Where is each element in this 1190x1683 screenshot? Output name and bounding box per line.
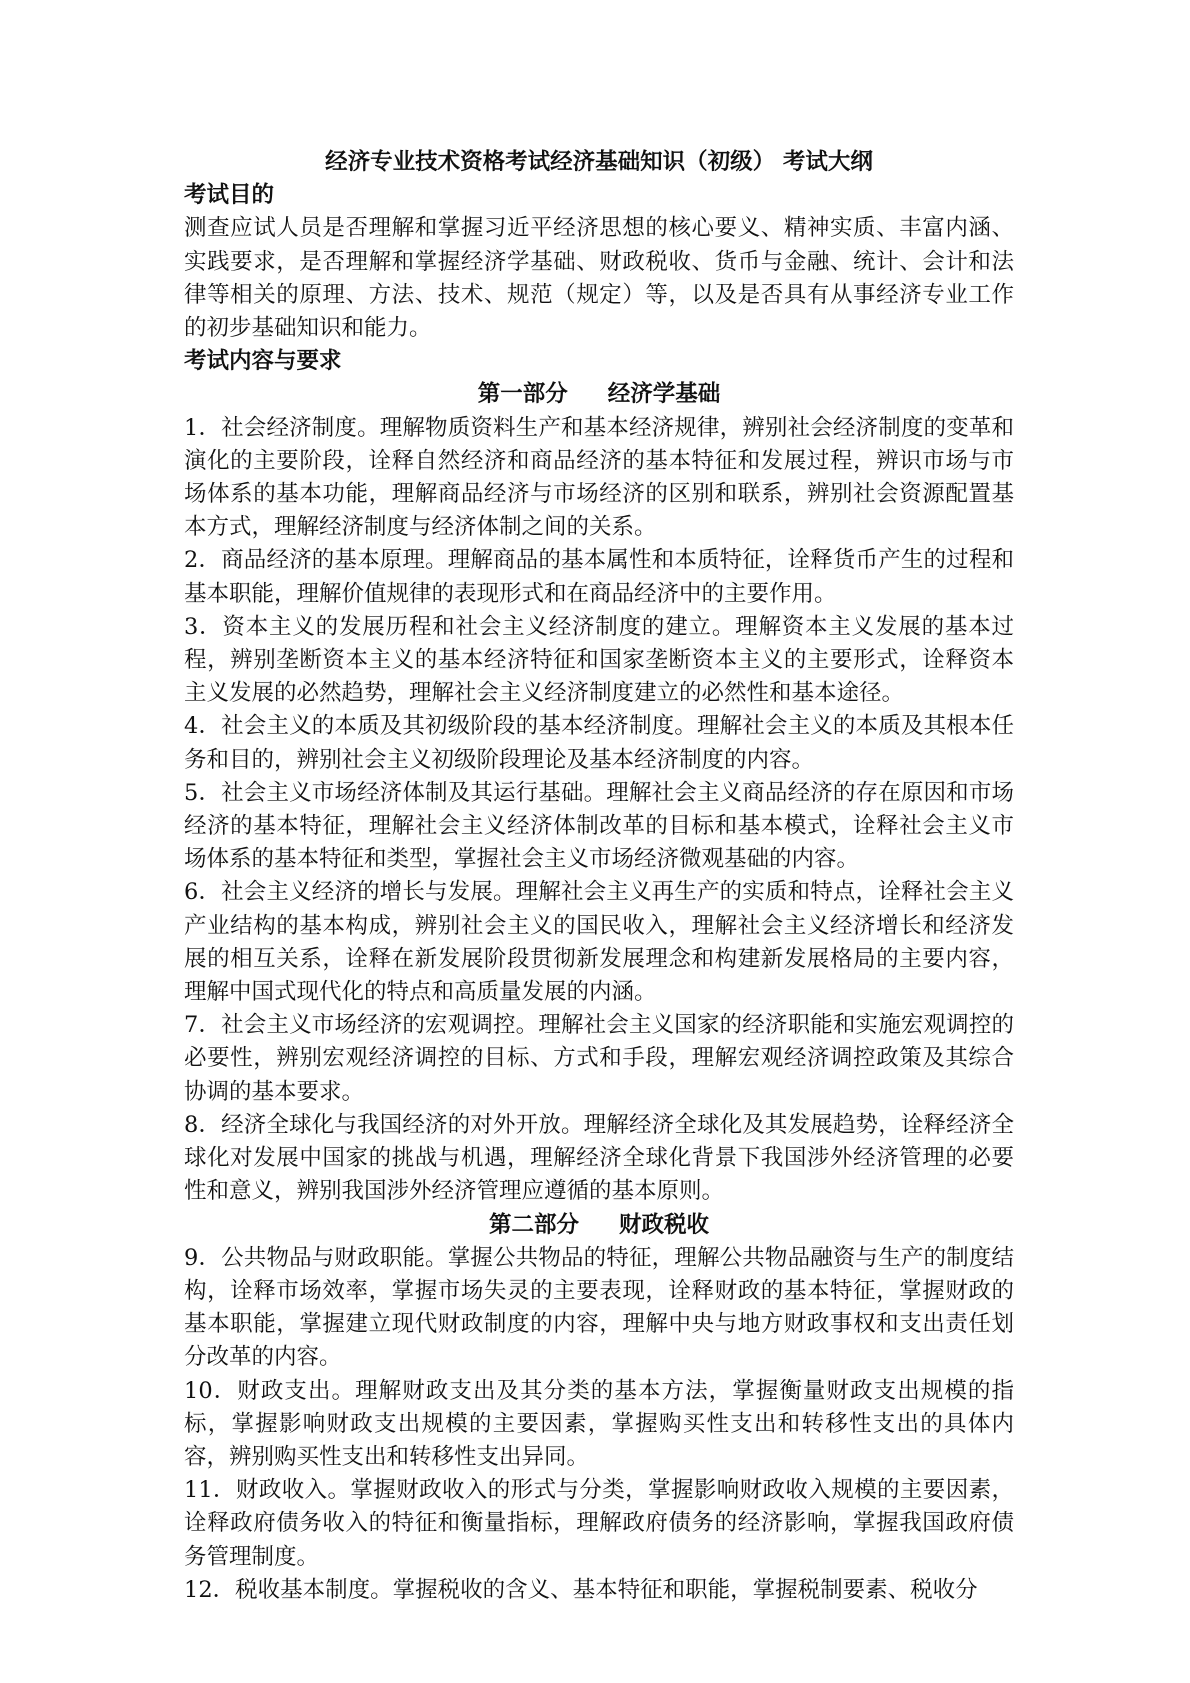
list-item: 12．税收基本制度。掌握税收的含义、基本特征和职能，掌握税制要素、税收分 — [184, 1576, 978, 1603]
list-item: 4．社会主义的本质及其初级阶段的基本经济制度。理解社会主义的本质及其根本任务和目的，辨别社会主义初级阶段理论及基本经济制度的内容。 — [184, 713, 1014, 773]
list-item: 9．公共物品与财政职能。掌握公共物品的特征，理解公共物品融资与生产的制度结构，诠释市场效率，掌握市场失灵的主要表现，诠释财政的基本特征，掌握财政的基本职能，掌握建立现代财政制度的内容，理解中央与地方财政事权和支出责任划分改革的内容。 — [184, 1244, 1014, 1371]
document-title: 经济专业技术资格考试经济基础知识（初级） 考试大纲 — [325, 149, 873, 175]
part-2-title — [184, 1209, 1014, 1242]
list-item: 7．社会主义市场经济的宏观调控。理解社会主义国家的经济职能和实施宏观调控的必要性，辨别宏观经济调控的目标、方式和手段，理解宏观经济调控政策及其综合协调的基本要求。 — [184, 1012, 1014, 1105]
part-1-title — [184, 378, 1014, 411]
document-body — [184, 146, 1014, 1607]
list-item: 2．商品经济的基本原理。理解商品的基本属性和本质特征，诠释货币产生的过程和基本职能，理解价值规律的表现形式和在商品经济中的主要作用。 — [184, 547, 1014, 607]
part-2-label: 第二部分 — [488, 1211, 579, 1238]
section-heading-content: 考试内容与要求 — [184, 348, 342, 375]
part-2-name: 财政税收 — [619, 1211, 710, 1238]
list-item: 10．财政支出。理解财政支出及其分类的基本方法，掌握衡量财政支出规模的指标，掌握影响财政支出规模的主要因素，掌握购买性支出和转移性支出的具体内容，辨别购买性支出和转移性支出异同。 — [184, 1377, 1014, 1470]
list-item: 6．社会主义经济的增长与发展。理解社会主义再生产的实质和特点，诠释社会主义产业结构的基本构成，辨别社会主义的国民收入，理解社会主义经济增长和经济发展的相互关系，诠释在新发展阶段贯彻新发展理念和构建新发展格局的主要内容，理解中国式现代化的特点和高质量发展的内涵。 — [184, 879, 1014, 1006]
list-item: 11．财政收入。掌握财政收入的形式与分类，掌握影响财政收入规模的主要因素，诠释政府债务收入的特征和衡量指标，理解政府债务的经济影响，掌握我国政府债务管理制度。 — [184, 1477, 1014, 1570]
section-heading-purpose: 考试目的 — [184, 182, 275, 209]
list-item: 5．社会主义市场经济体制及其运行基础。理解社会主义商品经济的存在原因和市场经济的基本特征，理解社会主义经济体制改革的目标和基本模式，诠释社会主义市场体系的基本特征和类型，掌握社会主义市场经济微观基础的内容。 — [184, 779, 1014, 873]
list-item: 8．经济全球化与我国经济的对外开放。理解经济全球化及其发展趋势，诠释经济全球化对发展中国家的挑战与机遇，理解经济全球化背景下我国涉外经济管理的必要性和意义，辨别我国涉外经济管理应遵循的基本原则。 — [184, 1111, 1014, 1205]
part-1-name: 经济学基础 — [607, 381, 721, 408]
purpose-paragraph: 测查应试人员是否理解和掌握习近平经济思想的核心要义、精神实质、丰富内涵、实践要求，是否理解和掌握经济学基础、财政税收、货币与金融、统计、会计和法律等相关的原理、方法、技术、规范（规定）等，以及是否具有从事经济专业工作的初步基础知识和能力。 — [184, 215, 1014, 342]
list-item: 3．资本主义的发展历程和社会主义经济制度的建立。理解资本主义发展的基本过程，辨别垄断资本主义的基本经济特征和国家垄断资本主义的主要形式，诠释资本主义发展的必然趋势，理解社会主义经济制度建立的必然性和基本途径。 — [184, 613, 1014, 707]
part-1-label: 第一部分 — [477, 381, 568, 408]
list-item: 1．社会经济制度。理解物质资料生产和基本经济规律，辨别社会经济制度的变革和演化的主要阶段，诠释自然经济和商品经济的基本特征和发展过程，辨识市场与市场体系的基本功能，理解商品经济与市场经济的区别和联系，辨别社会资源配置基本方式，理解经济制度与经济体制之间的关系。 — [184, 414, 1014, 541]
